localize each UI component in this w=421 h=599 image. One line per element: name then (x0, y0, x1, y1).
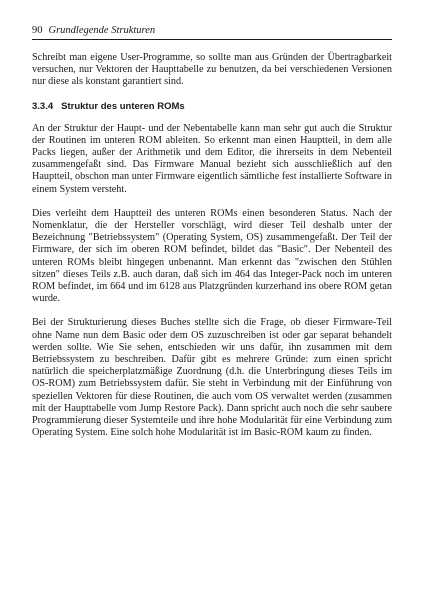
running-title: Grundlegende Strukturen (48, 25, 156, 36)
running-header (32, 24, 392, 40)
paragraph-2: Dies verleiht dem Hauptteil des unteren ROMs einen besonderen Status. Nach der Nomenklatur, die der Hersteller vorschlägt, wird dieser Teil deshalb unter der Bezeichnung "Betriebssystem" (Operating System, OS) zusammengefaßt. Der Teil der Firmware, der sich im oberen ROM befindet, bildet das "Basic". Der Nebenteil des unteren ROMs bleibt hingegen unbenannt. Man erkennt das "zwischen den Stühlen sitzen" dieses Teils z.B. auch daran, daß sich im 464 das Integer-Pack noch im unteren ROM befindet, im 664 und im 6128 aus Platzgründen kurzerhand ins obere ROM getan wurde. (32, 207, 392, 305)
section-number: 3.3.4 (32, 100, 54, 112)
spacer (32, 305, 392, 317)
page-number: 90 (32, 25, 43, 36)
section-title: Struktur des unteren ROMs (61, 100, 185, 112)
intro-paragraph: Schreibt man eigene User-Programme, so sollte man aus Gründen der Übertragbarkeit versuchen, nur Vektoren der Haupttabelle zu benutzen, da bei verschiedenen Versionen nur diese als konstant garantiert sind. (32, 52, 392, 88)
spacer (32, 196, 392, 208)
section-heading (32, 101, 392, 113)
paragraph-3: Bei der Strukturierung dieses Buches stellte sich die Frage, ob dieser Firmware-Teil ohne Name nun dem Basic oder dem OS zuzuschreiben ist oder gar separat behandelt werden sollte. Wie Sie sehen, entschieden wir uns dafür, ihn zusammen mit dem Betriebssystem zu beschreiben. Dafür gibt es mehrere Gründe: zum einen spricht natürlich die speicherplatzmäßige Zuordnung (d.h. die Unterbringung dieses Teils im OS-ROM) zum Betriebssystem dafür. Sie steht in Verbindung mit der Einführung von speziellen Vektoren für diese Routinen, die auch vom OS verwaltet werden (zusammen mit der Haupttabelle vom Jump Restore Pack). Dann spricht auch noch die sehr saubere Programmierung dieser Systemteile und ihre hohe Modularität für eine Verbindung zum Operating System. Eine solch hohe Modularität ist im Basic-ROM kaum zu finden. (32, 317, 392, 439)
paragraph-1: An der Struktur der Haupt- und der Nebentabelle kann man sehr gut auch die Struktur der Routinen im unteren ROM ableiten. So erkennt man einen Hauptteil, in dem alle Packs liegen, außer der Arithmetik und dem Editor, die ihrerseits in dem Nebenteil zusammengefaßt sind. Das Firmware Manual bezieht sich ausschließlich auf den Hauptteil, obschon man unter Firmware eigentlich sämtliche fest installierte Software in einem System versteht. (32, 122, 392, 195)
spacer (32, 89, 392, 101)
document-page (32, 24, 392, 439)
